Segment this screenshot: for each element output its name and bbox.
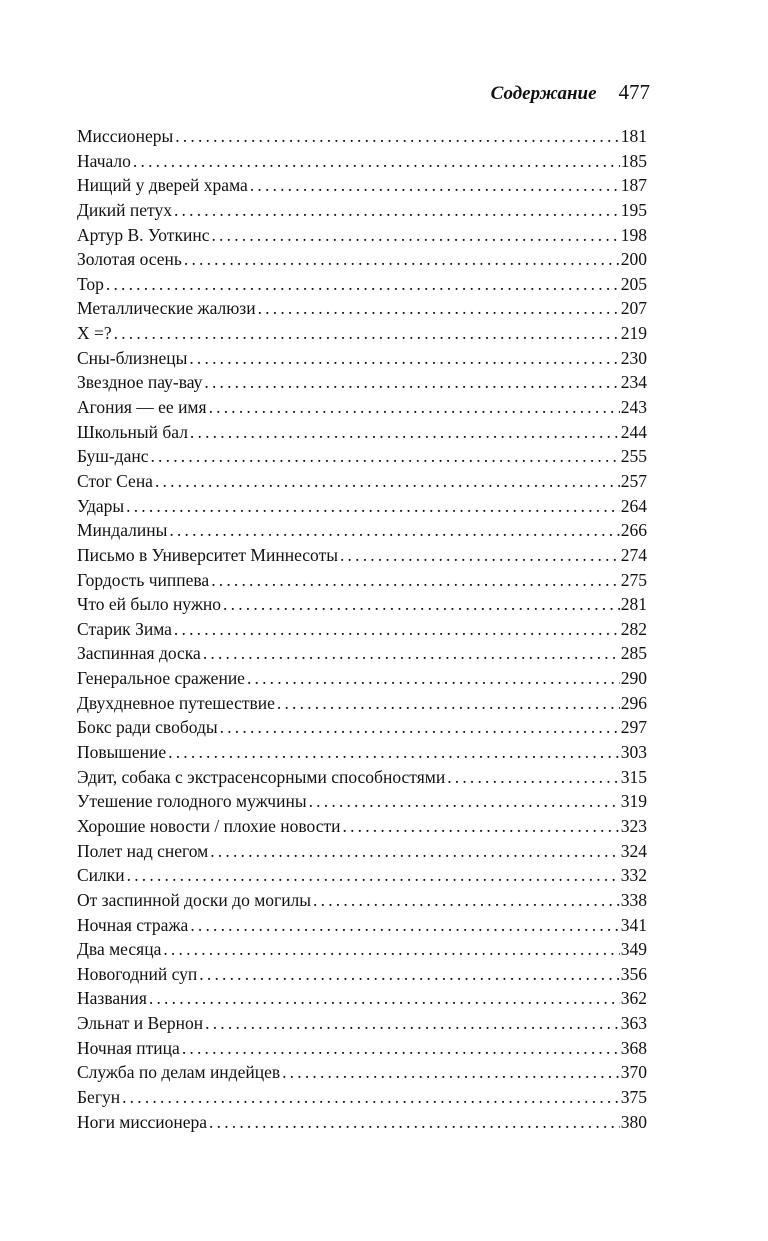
toc-entry-page: 349 <box>620 939 647 960</box>
toc-entry <box>77 1011 647 1036</box>
toc-entry <box>77 1036 647 1061</box>
toc-entry-page: 338 <box>620 889 647 910</box>
toc-entry-title: Агония — ее имя <box>77 397 207 418</box>
toc-entry-title: Заспинная доска <box>77 643 201 664</box>
toc-entry-title: Двухдневное путешествие <box>77 692 275 713</box>
toc-entry-page: 303 <box>620 742 647 763</box>
toc-dot-leader <box>182 1036 620 1061</box>
toc-entry <box>77 124 647 149</box>
toc-entry <box>77 518 647 543</box>
toc-dot-leader <box>126 494 620 519</box>
toc-entry-title: Письмо в Университет Миннесоты <box>77 544 338 565</box>
toc-entry <box>77 296 647 321</box>
toc-entry <box>77 1110 647 1135</box>
toc-entry-page: 368 <box>620 1037 647 1058</box>
toc-entry <box>77 740 647 765</box>
toc-entry <box>77 986 647 1011</box>
toc-dot-leader <box>168 740 620 765</box>
toc-dot-leader <box>447 765 620 790</box>
toc-entry-page: 324 <box>620 840 647 861</box>
toc-entry-title: От заспинной доски до могилы <box>77 889 312 910</box>
toc-entry-page: 244 <box>620 421 647 442</box>
toc-entry <box>77 198 647 223</box>
toc-entry-page: 185 <box>620 150 647 171</box>
toc-entry-title: Названия <box>77 988 147 1009</box>
toc-dot-leader <box>209 1110 620 1135</box>
toc-entry <box>77 395 647 420</box>
toc-dot-leader <box>313 888 620 913</box>
toc-entry <box>77 420 647 445</box>
toc-entry-title: Начало <box>77 150 131 171</box>
toc-entry-title: Гордость чиппева <box>77 569 210 590</box>
toc-dot-leader <box>203 641 620 666</box>
toc-entry-page: 257 <box>620 470 647 491</box>
toc-entry-title: Бокс ради свободы <box>77 717 218 738</box>
toc-entry-page: 200 <box>620 249 647 270</box>
toc-entry <box>77 346 647 371</box>
toc-dot-leader <box>174 617 620 642</box>
toc-entry-page: 363 <box>620 1013 647 1034</box>
toc-entry-page: 198 <box>620 224 647 245</box>
toc-dot-leader <box>190 913 619 938</box>
toc-entry-title: Что ей было нужно <box>77 594 222 615</box>
toc-entry-page: 195 <box>620 199 647 220</box>
toc-entry-page: 375 <box>620 1086 647 1107</box>
toc-entry <box>77 543 647 568</box>
toc-dot-leader <box>205 1011 620 1036</box>
toc-entry-page: 266 <box>620 520 647 541</box>
toc-entry-page: 315 <box>620 766 647 787</box>
toc-entry-title: Школьный бал <box>77 421 188 442</box>
toc-entry-title: X =? <box>77 323 112 344</box>
toc-entry-title: Звездное пау-вау <box>77 372 203 393</box>
toc-entry-title: Сны-близнецы <box>77 347 188 368</box>
toc-entry <box>77 715 647 740</box>
toc-entry-page: 297 <box>620 717 647 738</box>
toc-entry <box>77 149 647 174</box>
toc-entry <box>77 641 647 666</box>
toc-dot-leader <box>127 863 620 888</box>
toc-entry <box>77 839 647 864</box>
toc-entry-title: Дикий петух <box>77 199 172 220</box>
toc-entry-page: 370 <box>620 1062 647 1083</box>
toc-dot-leader <box>340 543 620 568</box>
toc-entry-title: Миссионеры <box>77 126 174 146</box>
toc-entry-page: 285 <box>620 643 647 664</box>
toc-entry <box>77 913 647 938</box>
toc-dot-leader <box>250 173 620 198</box>
toc-entry-page: 332 <box>620 865 647 886</box>
toc-entry <box>77 173 647 198</box>
toc-entry <box>77 1060 647 1085</box>
toc-dot-leader <box>247 666 620 691</box>
toc-entry <box>77 568 647 593</box>
toc-entry-title: Ноги миссионера <box>77 1111 208 1132</box>
toc-dot-leader <box>114 321 620 346</box>
toc-entry-title: Металлические жалюзи <box>77 298 256 319</box>
toc-entry-title: Артур В. Уоткинс <box>77 224 210 245</box>
toc-entry <box>77 937 647 962</box>
toc-entry-title: Два месяца <box>77 939 162 960</box>
toc-entry-title: Служба по делам индейцев <box>77 1062 281 1083</box>
toc-entry <box>77 444 647 469</box>
toc-dot-leader <box>209 395 620 420</box>
toc-dot-leader <box>175 124 620 149</box>
toc-entry <box>77 247 647 272</box>
toc-entry <box>77 765 647 790</box>
table-of-contents <box>77 124 647 1134</box>
toc-dot-leader <box>184 247 620 272</box>
toc-entry-page: 274 <box>620 544 647 565</box>
toc-entry <box>77 814 647 839</box>
toc-entry-page: 205 <box>620 273 647 294</box>
toc-entry-page: 281 <box>620 594 647 615</box>
toc-dot-leader <box>149 986 620 1011</box>
toc-entry <box>77 962 647 987</box>
toc-dot-leader <box>174 198 620 223</box>
toc-entry <box>77 863 647 888</box>
toc-entry-title: Старик Зима <box>77 618 172 639</box>
toc-entry-page: 319 <box>620 791 647 812</box>
toc-dot-leader <box>211 568 620 593</box>
toc-entry-title: Хорошие новости / плохие новости <box>77 815 341 836</box>
toc-dot-leader <box>223 592 620 617</box>
running-title: Содержание <box>490 83 597 104</box>
toc-entry-title: Буш-данс <box>77 446 149 467</box>
toc-dot-leader <box>220 715 620 740</box>
toc-entry-page: 219 <box>620 323 647 344</box>
toc-dot-leader <box>155 469 620 494</box>
toc-entry-page: 290 <box>620 668 647 689</box>
toc-entry <box>77 272 647 297</box>
toc-entry-page: 282 <box>620 618 647 639</box>
toc-dot-leader <box>169 518 619 543</box>
toc-dot-leader <box>150 444 619 469</box>
running-header <box>491 80 650 105</box>
toc-entry-page: 187 <box>620 175 647 196</box>
toc-dot-leader <box>210 839 620 864</box>
toc-entry-title: Эдит, собака с экстрасенсорными способностями <box>77 766 446 787</box>
toc-dot-leader <box>258 296 620 321</box>
toc-entry <box>77 469 647 494</box>
toc-entry-page: 380 <box>620 1111 647 1132</box>
toc-entry <box>77 494 647 519</box>
toc-entry-page: 230 <box>620 347 647 368</box>
toc-entry-title: Миндалины <box>77 520 168 541</box>
toc-dot-leader <box>133 149 620 174</box>
toc-entry <box>77 888 647 913</box>
toc-dot-leader <box>204 370 619 395</box>
toc-entry-page: 255 <box>620 446 647 467</box>
toc-entry-title: Нищий у дверей храма <box>77 175 248 196</box>
toc-entry-title: Бегун <box>77 1086 121 1107</box>
toc-entry-page: 362 <box>620 988 647 1009</box>
toc-entry-title: Эльнат и Вернон <box>77 1013 204 1034</box>
toc-entry <box>77 789 647 814</box>
toc-entry-page: 181 <box>620 126 647 146</box>
toc-dot-leader <box>309 789 620 814</box>
toc-entry-page: 275 <box>620 569 647 590</box>
toc-entry-title: Новогодний суп <box>77 963 198 984</box>
toc-entry-title: Удары <box>77 495 125 516</box>
toc-entry-page: 234 <box>620 372 647 393</box>
toc-entry <box>77 370 647 395</box>
toc-dot-leader <box>277 691 620 716</box>
toc-entry <box>77 691 647 716</box>
toc-dot-leader <box>189 346 619 371</box>
toc-entry-page: 243 <box>620 397 647 418</box>
toc-entry-title: Стог Сена <box>77 470 153 491</box>
toc-entry-title: Ночная стража <box>77 914 189 935</box>
toc-entry <box>77 223 647 248</box>
toc-entry-title: Силки <box>77 865 125 886</box>
toc-entry <box>77 321 647 346</box>
toc-dot-leader <box>106 272 620 297</box>
toc-entry <box>77 617 647 642</box>
toc-entry-title: Утешение голодного мужчины <box>77 791 307 812</box>
toc-dot-leader <box>199 962 619 987</box>
toc-entry-page: 264 <box>620 495 647 516</box>
toc-dot-leader <box>211 223 619 248</box>
toc-entry-title: Золотая осень <box>77 249 182 270</box>
toc-dot-leader <box>163 937 619 962</box>
page-number: 477 <box>618 80 650 104</box>
toc-entry-page: 296 <box>620 692 647 713</box>
toc-entry-title: Тор <box>77 273 104 294</box>
toc-entry-page: 356 <box>620 963 647 984</box>
toc-dot-leader <box>190 420 620 445</box>
toc-dot-leader <box>343 814 620 839</box>
toc-entry-title: Повышение <box>77 742 167 763</box>
toc-entry-title: Генеральное сражение <box>77 668 245 689</box>
toc-dot-leader <box>122 1085 620 1110</box>
toc-entry <box>77 592 647 617</box>
toc-entry-title: Полет над снегом <box>77 840 209 861</box>
toc-entry-title: Ночная птица <box>77 1037 180 1058</box>
toc-entry-page: 323 <box>620 815 647 836</box>
toc-entry-page: 207 <box>620 298 647 319</box>
toc-dot-leader <box>282 1060 620 1085</box>
toc-entry <box>77 1085 647 1110</box>
toc-entry <box>77 666 647 691</box>
toc-entry-page: 341 <box>620 914 647 935</box>
